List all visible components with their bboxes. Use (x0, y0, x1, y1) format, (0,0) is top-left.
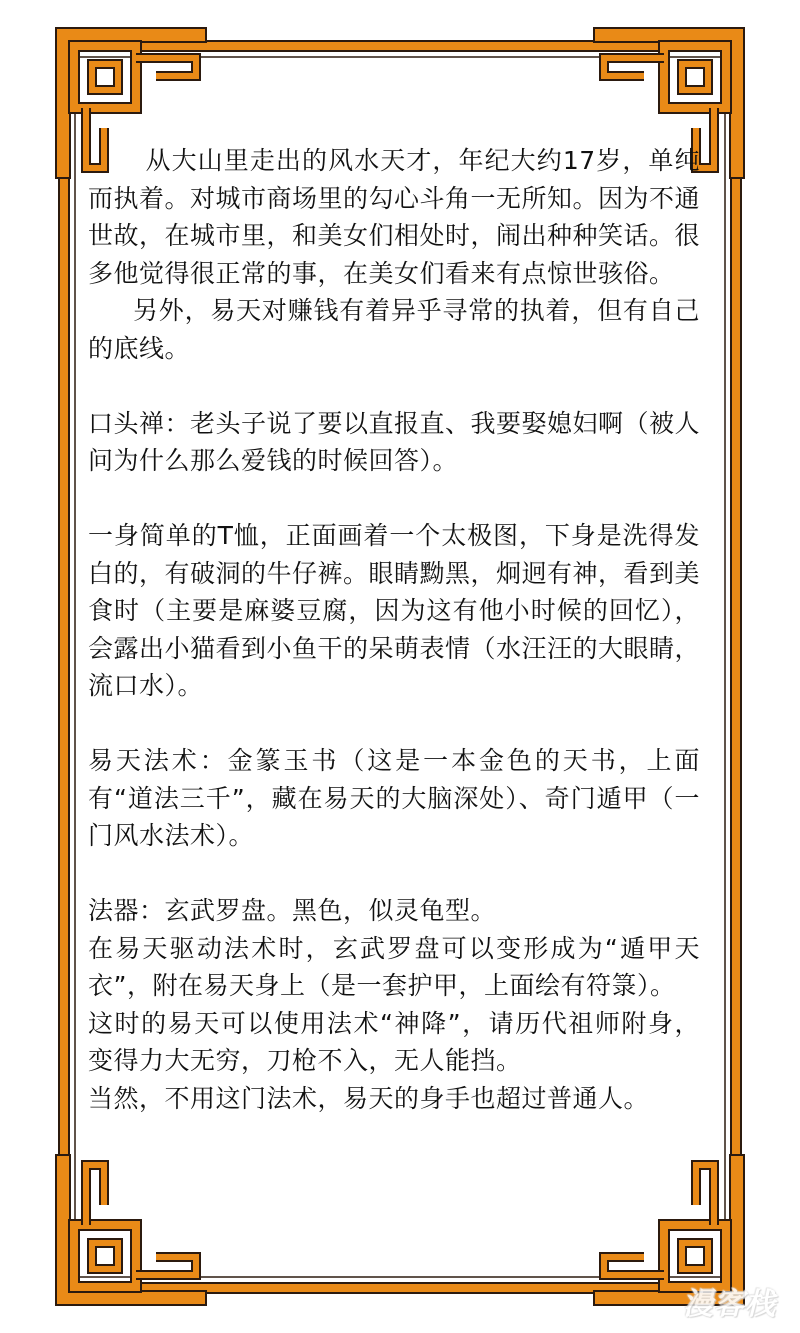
paragraph-artifact-transform: 在易天驱动法术时，玄武罗盘可以变形成为“遁甲天衣”，附在易天身上（是一套护甲，上面绘有符箓）。 (88, 933, 700, 1000)
paragraph-catchphrase: 口头禅：老头子说了要以直报直、我要娶媳妇啊（被人问为什么那么爱钱的时候回答）。 (88, 408, 701, 475)
paragraph-skills: 当然，不用这门法术，易天的身手也超过普通人。 (88, 1083, 650, 1113)
paragraph-money: 另外，易天对赚钱有着异乎寻常的执着，但有自己的底线。 (88, 296, 700, 363)
paragraph-artifact: 法器：玄武罗盘。黑色，似灵龟型。 (88, 896, 497, 925)
character-description-text (88, 142, 700, 1117)
site-watermark-logo: 漫客栈 (683, 1287, 776, 1322)
paragraph-divine-descent: 这时的易天可以使用法术“神降”，请历代祖师附身，变得力大无穷，刀枪不入，无人能挡。 (88, 1008, 700, 1075)
paragraph-appearance: 一身简单的T恤，正面画着一个太极图，下身是洗得发白的，有破洞的牛仔裤。眼睛黝黑，炯迥有神，看到美食时（主要是麻婆豆腐，因为这有他小时候的回忆），会露出小猫看到小鱼干的呆萌表情（水汪汪的大眼睛，流口水）。 (88, 521, 701, 700)
paragraph-spells: 易天法术：金篆玉书（这是一本金色的天书，上面有“道法三千”，藏在易天的大脑深处）、奇门遁甲（一门风水法术）。 (88, 746, 700, 850)
paragraph-intro: 从大山里走出的风水天才，年纪大约17岁，单纯而执着。对城市商场里的勾心斗角一无所知。因为不通世故，在城市里，和美女们相处时，闹出种种笑话。很多他觉得很正常的事，在美女们看来有点惊世骇俗。 (88, 146, 701, 288)
